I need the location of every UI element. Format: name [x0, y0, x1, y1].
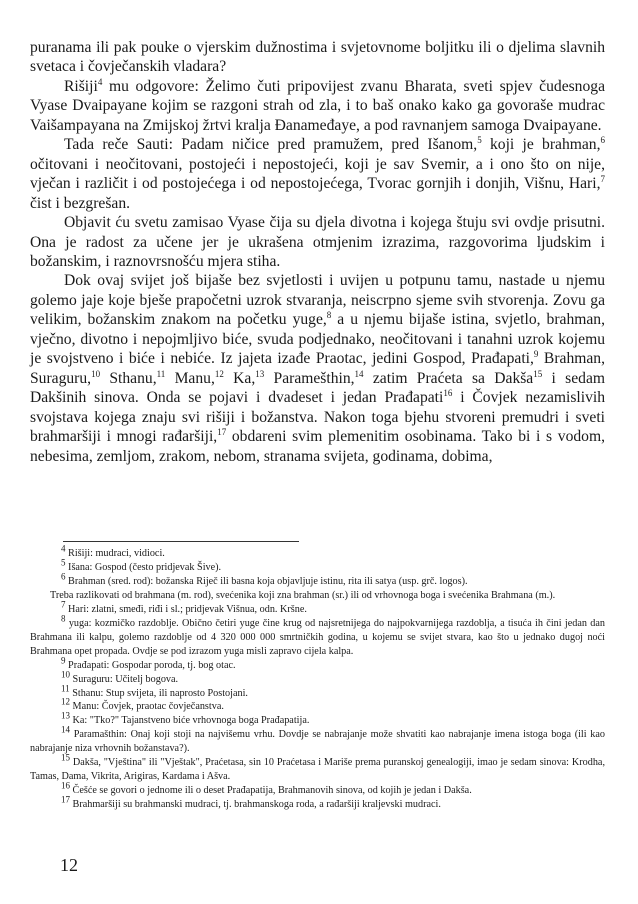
footnote-marker: 16 — [443, 387, 453, 398]
text-run: Paramešthin, — [264, 369, 355, 387]
text-run: Hari: zlatni, smeđi, riđi i sl.; pridjevak Višnua, odn. Kršne. — [65, 603, 307, 615]
text-run: Brahman, Suraguru, — [30, 350, 605, 387]
footnote — [30, 589, 605, 603]
text-run: i Čovjek nezamislivih svojstava kojega znaju svi rišiji i božanstva. Nakon toga bjehu stvoreni premudri i sveti brahmaršiji i mnogi rađaršiji, — [30, 389, 606, 446]
paragraph — [30, 38, 605, 77]
footnote-marker: 14 — [354, 368, 364, 379]
text-run: Paramašthin: Onaj koji stoji na najvišemu vrhu. Dovdje se nabrajanje može shvatiti kao nabrajanje imena istoga boga (ili kao nabrajanje niza vrhovnih božanstava?). — [30, 729, 605, 755]
footnote-marker: 16 — [61, 780, 70, 791]
text-run: yuga: kozmičko razdoblje. Obično četiri yuge čine krug od najsretnijega do najpokvarnijega razdoblja, a tisuća ih čini jedan dan Brahmana ili kalpu, golemo razdoblje od 4 320 000 000 smrtničkih godina, u kojemu se svijet stvara, kao što u jednako dugoj noći Brahmana opet propada. Ovdje se pod izrazom yuga misli zapravo cijela kalpa. — [30, 617, 605, 657]
footnote — [30, 725, 605, 756]
footnote-marker: 5 — [61, 557, 66, 568]
text-run: Ka: "Tko?" Tajanstveno biće vrhovnoga boga Prađapatija. — [70, 715, 310, 727]
footnote-marker: 7 — [600, 173, 605, 184]
footnote-marker: 11 — [61, 683, 70, 694]
footnote-marker: 8 — [326, 310, 332, 321]
footnote-marker: 12 — [61, 697, 70, 708]
text-run: mu odgovore: Želimo čuti pripovijest zvanu Bharata, sveti spjev čudesnoga Vyase Dvaipayane kojim se razgoni strah od zla, i to baš onako kako ga govoraše mudrac Vaišampayana na Zmijskoj žrtvi kralja Đanameđaye, a pod ravnanjem samoga Dvaipayane. — [30, 77, 605, 134]
footnote — [30, 543, 605, 561]
footnote-marker: 10 — [91, 368, 101, 379]
footnote — [30, 683, 605, 701]
paragraph — [30, 135, 605, 213]
footnote-marker: 4 — [97, 76, 103, 87]
footnote-marker: 10 — [61, 669, 70, 680]
text-run: a u njemu bijaše istina, svjetlo, brahman, vječno, divotno i nepojmljivo biće, svuda podjednako, neočitovani i tanahni uzrok kojemu je svojstveno i biće i nebiće. Iz jajeta izađe Praotac, jedini Gospod, Prađapati, — [30, 311, 605, 368]
text-run: Sthanu, — [100, 369, 157, 387]
footnote — [30, 571, 605, 589]
text-run: i sedam Dakšinih sinova. Onda se pojavi i dvadeset i jedan Prađapati — [30, 369, 606, 407]
text-run: koji je brahman, — [481, 136, 601, 154]
text-run: Tada reče Sauti: Padam ničice pred pramužem, pred Išanom, — [64, 136, 478, 154]
footnote-marker: 9 — [533, 349, 539, 360]
footnote — [30, 794, 605, 812]
text-run: Sthanu: Stup svijeta, ili naprosto Postojani. — [69, 687, 248, 699]
main-text — [30, 38, 605, 466]
page-number: 12 — [60, 855, 78, 875]
footnote — [30, 669, 605, 687]
text-run: Brahmaršiji su brahmanski mudraci, tj. brahmanskoga roda, a rađaršiji kraljevski mudraci. — [70, 799, 441, 811]
footnote-marker: 12 — [214, 368, 224, 379]
paragraph — [30, 77, 605, 135]
text-run: zatim Praćeta sa Dakša — [363, 369, 534, 387]
footnote-marker: 6 — [61, 571, 66, 582]
text-run: Rišiji — [64, 77, 98, 95]
footnote-marker: 17 — [217, 426, 227, 437]
text-run: Ka, — [223, 369, 256, 387]
footnote — [30, 599, 605, 617]
text-run: čist i bezgrešan. — [30, 194, 131, 212]
footnote — [30, 697, 605, 714]
footnote — [30, 655, 605, 673]
footnote-marker: 11 — [156, 368, 166, 379]
text-run: očitovani i neočitovani, postojeći i nepostojeći, koji je sav Svemir, a i ono što on nije, vječan i različit i od postojećega i od nepostojećega, Tvorac gornjih i donjih, Višnu, Hari, — [30, 155, 605, 193]
footnote-marker: 14 — [61, 725, 70, 735]
paragraph — [30, 213, 605, 271]
footnote-marker: 6 — [600, 135, 605, 146]
footnote-separator — [63, 541, 299, 542]
text-run: Išana: Gospod (često pridjevak Šive). — [65, 561, 222, 573]
footnote-marker: 13 — [61, 711, 70, 722]
text-run: Manu: Čovjek, praotac čovječanstva. — [70, 701, 224, 713]
text-run: puranama ili pak pouke o vjerskim dužnostima i svjetovnome boljitku ili o djelima slavnih svetaca i čovječanskih vladara? — [30, 39, 605, 76]
footnote-marker: 17 — [61, 794, 70, 805]
footnote — [30, 557, 605, 575]
text-run: Suraguru: Učitelj bogova. — [70, 673, 179, 685]
footnote — [30, 613, 605, 659]
footnote-marker: 8 — [61, 613, 66, 624]
text-run: obdareni svim plemenitim osobinama. Tako bi i s vodom, nebesima, zemljom, zrakom, nebom, stranama svijeta, godinama, dobima, — [30, 428, 605, 465]
footnote-marker: 13 — [255, 368, 265, 379]
text-run: Dakša, "Vještina" ili "Vještak", Praćetasa, sin 10 Praćetasa i Mariše prema puranskoj genealogiji, imao je sedam sinova: Krodha, Tamas, Dama, Vikrita, Arigiras, Kardama i Ašva. — [30, 757, 605, 783]
footnote-marker: 5 — [477, 135, 482, 146]
text-run: Brahman (sred. rod): božanska Riječ ili basna koja objavljuje istinu, rita ili satya (usp. grč. logos). — [65, 575, 468, 587]
paragraph — [30, 271, 605, 466]
text-run: Manu, — [165, 369, 215, 387]
footnote-marker: 15 — [61, 752, 70, 763]
footnotes — [30, 543, 605, 812]
text-run: Prađapati: Gospodar poroda, tj. bog otac. — [65, 659, 236, 671]
footnote-marker: 15 — [533, 368, 543, 379]
text-run: Objavit ću svetu zamisao Vyase čija su djela divotna i kojega štuju svi ovdje prisutni. Ona je radost za učene jer je ukrašena otmjenim izrazima, razgovorima ljudskim i božanskim, i raznovrsnošću mjera stiha. — [30, 214, 605, 270]
text-run: Rišiji: mudraci, vidioci. — [65, 548, 165, 559]
footnote-marker: 9 — [61, 655, 66, 666]
footnote-marker: 4 — [61, 543, 66, 554]
footnote — [30, 780, 605, 798]
footnote-marker: 7 — [61, 599, 66, 610]
footnote — [30, 711, 605, 728]
footnote — [30, 752, 605, 784]
text-run: Dok ovaj svijet još bijaše bez svjetlosti i uvijen u potpunu tamu, nastade u njemu golemo jaje koje bješe prapočetni uzrok stvaranja, neiscrpno sjeme svih stvorenja. Zovu ga velikim, božanskim znakom na početku yuge, — [30, 272, 605, 329]
text-run: Češće se govori o jednome ili o deset Prađapatija, Brahmanovih sinova, od kojih je jedan i Dakša. — [70, 785, 472, 797]
text-run: Treba razlikovati od brahmana (m. rod), svećenika koji zna brahman (sr.) ili od vrhovnoga boga i svećenika Brahmana (m.). — [50, 589, 556, 601]
